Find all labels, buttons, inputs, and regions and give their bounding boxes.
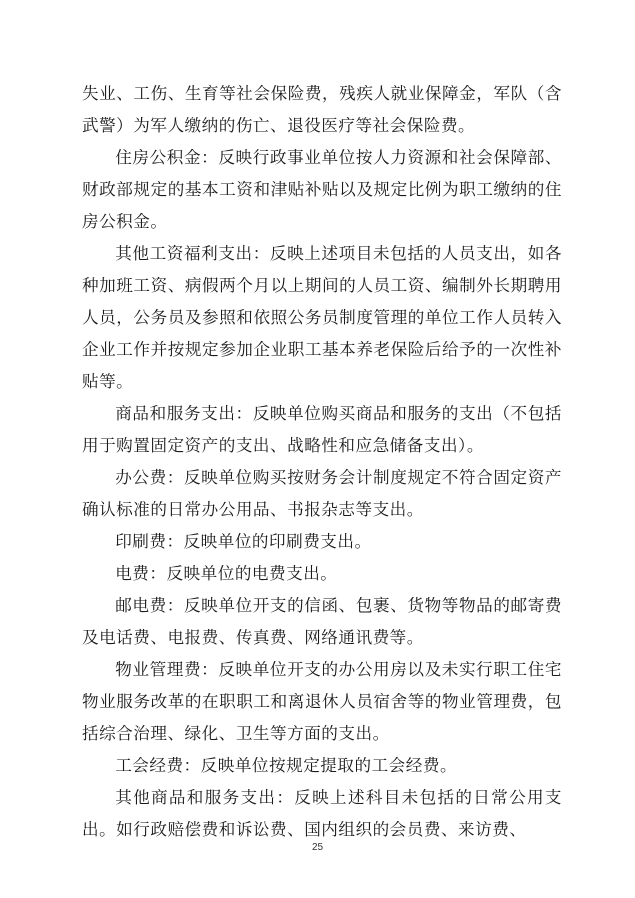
paragraph-union-fee: 工会经费：反映单位按规定提取的工会经费。 xyxy=(115,756,458,775)
paragraph-other-goods-services: 其他商品和服务支出：反映上述科目未包括的日常公用支出。如行政赔偿费和诉讼费、国内组织的会员费、来访费、 xyxy=(82,788,562,839)
paragraph-electricity-expense: 电费：反映单位的电费支出。 xyxy=(115,564,338,583)
paragraph-property-management: 物业管理费：反映单位开支的办公用房以及未实行职工住宅物业服务改革的在职职工和离退休人员宿舍等的物业管理费，包括综合治理、绿化、卫生等方面的支出。 xyxy=(82,660,562,743)
paragraph-postal-telecom: 邮电费：反映单位开支的信函、包裹、货物等物品的邮寄费及电话费、电报费、传真费、网络通讯费等。 xyxy=(82,596,562,647)
paragraph-office-expense: 办公费：反映单位购买按财务会计制度规定不符合固定资产确认标准的日常办公用品、书报杂志等支出。 xyxy=(82,468,562,519)
paragraph-continuation: 失业、工伤、生育等社会保险费，残疾人就业保障金，军队（含武警）为军人缴纳的伤亡、退役医疗等社会保险费。 xyxy=(82,84,562,135)
page-number: 25 xyxy=(311,842,324,853)
body-text xyxy=(82,78,562,846)
paragraph-housing-fund: 住房公积金：反映行政事业单位按人力资源和社会保障部、财政部规定的基本工资和津贴补贴以及规定比例为职工缴纳的住房公积金。 xyxy=(82,148,562,231)
paragraph-goods-services: 商品和服务支出：反映单位购买商品和服务的支出（不包括用于购置固定资产的支出、战略性和应急储备支出）。 xyxy=(82,404,562,455)
paragraph-other-wage-welfare: 其他工资福利支出：反映上述项目未包括的人员支出，如各种加班工资、病假两个月以上期间的人员工资、编制外长期聘用人员，公务员及参照和依照公务员制度管理的单位工作人员转入企业工作并按规定参加企业职工基本养老保险后给予的一次性补贴等。 xyxy=(82,244,562,391)
paragraph-printing-expense: 印刷费：反映单位的印刷费支出。 xyxy=(115,532,372,551)
